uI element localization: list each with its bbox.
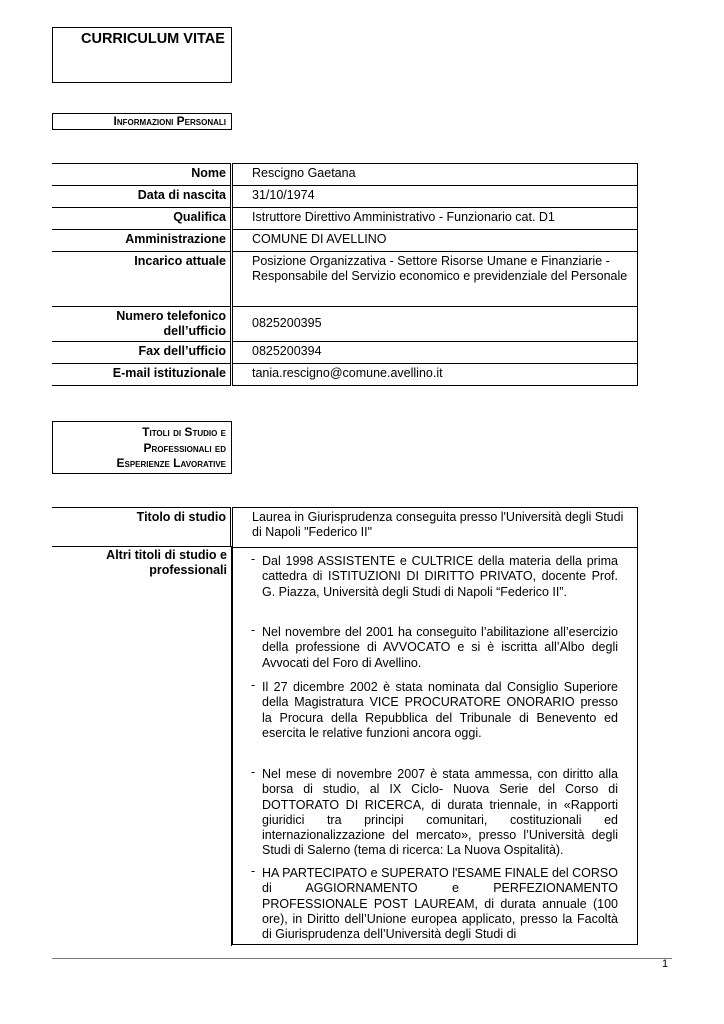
value-data-nascita: 31/10/1974 [232,185,638,208]
label-numero-telefonico-line2: dell’ufficio [163,323,226,338]
list-item [233,680,638,741]
label-qualifica: Qualifica [52,207,231,230]
label-altri-titoli [52,546,231,580]
cv-title: CURRICULUM VITAE [81,31,225,47]
list-item-text: Nel novembre del 2001 ha conseguito l’abilitazione all’esercizio della professione di AVVOCATO e si è iscritta all’Albo degli Avvocati del Foro di Avellino. [262,625,618,670]
value-amministrazione: COMUNE DI AVELLINO [232,229,638,252]
value-incarico-attuale: Posizione Organizzativa - Settore Risorse Umane e Finanziarie - Responsabile del Servizio economico e previdenziale del Personale [232,251,638,307]
value-numero-telefonico: 0825200395 [232,306,638,342]
page-number: 1 [662,958,669,970]
label-fax: Fax dell’ufficio [52,341,231,364]
section-studies [52,421,232,474]
dash-bullet: - [251,864,256,878]
section-studies-line3: Esperienze Lavorative [116,456,226,470]
dash-bullet: - [251,678,256,692]
list-item [233,866,638,942]
label-data-nascita: Data di nascita [52,185,231,208]
cv-title-box [52,27,232,83]
section-personal-info [52,113,232,130]
value-fax: 0825200394 [232,341,638,364]
label-email: E-mail istituzionale [52,363,231,386]
label-incarico-attuale: Incarico attuale [52,251,231,307]
label-altri-titoli-line1: Altri titoli di studio e [106,548,227,562]
section-personal-info-label: Informazioni Personali [113,114,226,128]
list-item [233,767,638,859]
label-numero-telefonico [52,306,231,342]
section-studies-line2: Professionali ed [143,440,226,455]
list-item [233,625,638,671]
list-item-text: Il 27 dicembre 2002 è stata nominata dal Consiglio Superiore della Magistratura VICE PROCURATORE ONORARIO presso la Procura della Repubblica del Tribunale di Benevento ed esercita le relative funzioni ancora oggi. [262,680,618,740]
list-item-text: Nel mese di novembre 2007 è stata ammessa, con diritto alla borsa di studio, al IX Ciclo- Nuova Serie del Corso di DOTTORATO DI RICERCA, di durata triennale, in «Rapporti giuridici tra principi comunitari, costituzionali ed internazionalizzazione del mercato», presso l’Università degli Studi di Salerno (tema di ricerca: La Nuova Ospitalità). [262,767,618,858]
value-email: tania.rescigno@comune.avellino.it [232,363,638,386]
label-altri-titoli-line2: professionali [149,562,227,577]
list-item-text: Dal 1998 ASSISTENTE e CULTRICE della materia della prima cattedra di ISTITUZIONI DI DIRITTO PRIVATO, docente Prof. G. Piazza, Università degli Studi di Napoli “Federico II”. [262,554,618,599]
value-nome: Rescigno Gaetana [232,163,638,186]
label-numero-telefonico-line1: Numero telefonico [116,309,226,323]
dash-bullet: - [251,552,256,566]
label-amministrazione: Amministrazione [52,229,231,252]
list-item-text: HA PARTECIPATO e SUPERATO l'ESAME FINALE del CORSO di AGGIORNAMENTO e PERFEZIONAMENTO PROFESSIONALE POST LAUREAM, di durata annuale (100 ore), in Diritto dell’Unione europea applicato, presso la Facoltà di Giurisprudenza dell’Università degli Studi di [262,866,618,942]
label-titolo-studio: Titolo di studio [52,507,231,547]
label-nome: Nome [52,163,231,186]
value-qualifica: Istruttore Direttivo Amministrativo - Funzionario cat. D1 [232,207,638,230]
dash-bullet: - [251,765,256,779]
value-titolo-studio: Laurea in Giurisprudenza conseguita presso l'Università degli Studi di Napoli "Federico II" [232,507,638,548]
section-studies-line1: Titoli di Studio e [142,425,226,439]
altri-titoli-list [232,548,638,945]
dash-bullet: - [251,623,256,637]
footer-divider [52,958,672,959]
list-item [233,554,638,600]
